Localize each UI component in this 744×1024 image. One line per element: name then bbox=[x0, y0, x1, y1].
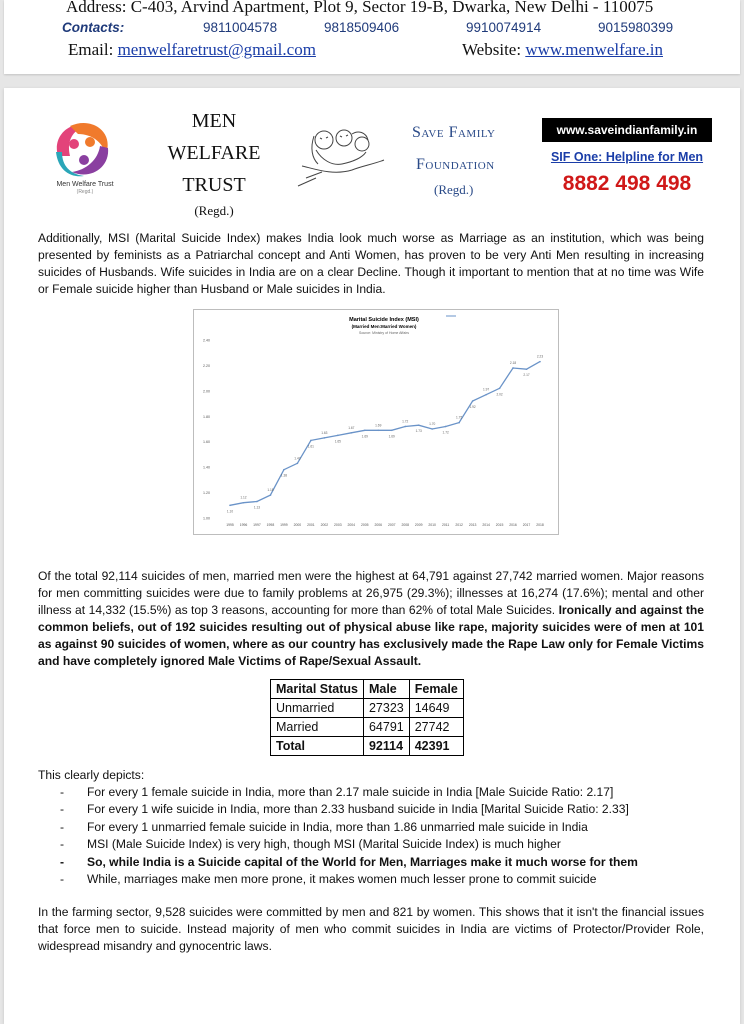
x-tick-label: 2015 bbox=[495, 523, 504, 527]
data-label: 2.18 bbox=[509, 360, 517, 365]
x-tick-label: 2000 bbox=[293, 523, 302, 527]
data-label: 2.17 bbox=[523, 373, 530, 378]
mwt-title-line: TRUST bbox=[182, 174, 246, 196]
men-welfare-trust-logo-icon bbox=[44, 116, 120, 182]
table-cell: 64791 bbox=[363, 718, 409, 737]
list-item-text: So, while India is a Suicide capital of the World for Men, Marriages make it much worse for them bbox=[87, 854, 638, 869]
data-label: 1.69 bbox=[388, 434, 395, 439]
data-point bbox=[377, 429, 379, 431]
bullet-dash: - bbox=[60, 785, 65, 799]
summary-bold-text: Ironically and against the common beliefs, out of 192 suicides resulting out of physical abuse like rape, majority suicides were of men at 101 as against 90 suicides of women, where as our country has exclusively made the Rape Law only for Female Victims and have completely ignored Male Victims of Rape/Sexual Assault. bbox=[38, 603, 704, 668]
sff-title-line: Save Family bbox=[412, 124, 496, 141]
data-label: 2.23 bbox=[536, 354, 544, 359]
data-point bbox=[283, 469, 285, 471]
findings-list bbox=[60, 784, 638, 888]
x-tick-label: 2018 bbox=[536, 523, 544, 527]
data-label: 1.10 bbox=[226, 509, 234, 514]
data-label: 1.67 bbox=[348, 425, 355, 430]
x-tick-label: 2011 bbox=[442, 523, 450, 527]
bullet-dash: - bbox=[60, 837, 65, 852]
website-block bbox=[462, 40, 663, 60]
data-label: 1.13 bbox=[253, 505, 261, 510]
data-label: 1.43 bbox=[294, 456, 301, 461]
sif-helpline-number: 8882 498 498 bbox=[562, 172, 692, 195]
x-tick-label: 1996 bbox=[239, 523, 248, 527]
email-label: Email: bbox=[68, 40, 114, 59]
sff-regd: (Regd.) bbox=[434, 182, 474, 197]
data-label: 2.02 bbox=[496, 392, 503, 397]
x-tick-label: 2004 bbox=[347, 523, 356, 527]
data-point bbox=[499, 388, 501, 390]
mwt-title-line: WELFARE bbox=[167, 142, 261, 164]
data-label: 1.65 bbox=[334, 439, 341, 444]
data-point bbox=[310, 440, 312, 442]
data-label: 1.61 bbox=[307, 444, 314, 449]
data-label: 1.97 bbox=[482, 387, 490, 392]
data-point bbox=[404, 426, 406, 428]
data-label: 1.12 bbox=[240, 495, 247, 500]
document-page bbox=[4, 88, 740, 1024]
x-tick-label: 2009 bbox=[414, 523, 423, 527]
table-row bbox=[271, 699, 464, 718]
y-tick-label: 2.20 bbox=[203, 363, 210, 368]
list-item bbox=[60, 784, 638, 801]
mwt-regd: (Regd.) bbox=[194, 203, 234, 218]
mwt-small-text: Men Welfare Trust bbox=[56, 181, 114, 188]
data-point bbox=[526, 368, 528, 370]
data-label: 1.72 bbox=[402, 419, 409, 424]
data-point bbox=[418, 424, 420, 426]
mwt-small-regd: (Regd.) bbox=[76, 189, 94, 195]
letterhead-contact-card bbox=[4, 0, 740, 74]
x-tick-label: 2014 bbox=[482, 523, 490, 527]
table-cell: Married bbox=[271, 718, 364, 737]
sif-helpline-label: SIF One: Helpline for Men bbox=[550, 150, 704, 164]
data-label: 1.75 bbox=[456, 415, 463, 420]
x-tick-label: 2012 bbox=[455, 523, 463, 527]
data-point bbox=[243, 502, 245, 504]
chart-source: Source: Ministry of Home Affairs bbox=[359, 331, 409, 335]
family-sketch-icon bbox=[292, 118, 392, 190]
list-item bbox=[60, 854, 638, 871]
data-label: 1.18 bbox=[267, 488, 274, 493]
list-item-text: For every 1 wife suicide in India, more than 2.33 husband suicide in India [Marital Suicide Ratio: 2.33] bbox=[87, 802, 629, 817]
phone-number: 9910074914 bbox=[466, 20, 542, 35]
data-label: 1.72 bbox=[442, 430, 449, 435]
website-link[interactable]: www.menwelfare.in bbox=[525, 40, 663, 59]
series-line bbox=[230, 362, 540, 506]
data-label: 1.73 bbox=[415, 429, 422, 434]
table-cell: Total bbox=[271, 737, 364, 756]
y-tick-label: 1.40 bbox=[203, 465, 210, 470]
table-total-row bbox=[271, 737, 464, 756]
phone-number: 9811004578 bbox=[203, 20, 278, 35]
data-label: 1.69 bbox=[361, 434, 368, 439]
list-item-text: For every 1 female suicide in India, more than 2.17 male suicide in India [Male Suicide Ratio: 2.17] bbox=[87, 785, 614, 799]
farming-paragraph: In the farming sector, 9,528 suicides were committed by men and 821 by women. This shows that it isn't the financial issues that force men to suicide. Instead majority of men who commit suicides in India are victims of Protector/Provider Role, widespread misandry and gynocentric laws. bbox=[38, 905, 704, 953]
list-item bbox=[60, 871, 638, 888]
x-tick-label: 2001 bbox=[307, 523, 315, 527]
sif-url-badge: www.saveindianfamily.in bbox=[542, 118, 712, 142]
table-cell: 42391 bbox=[409, 737, 463, 756]
address-line: Address: C-403, Arvind Apartment, Plot 9, Sector 19-B, Dwarka, New Delhi - 110075 bbox=[66, 0, 654, 16]
bullet-dash: - bbox=[60, 819, 65, 834]
bullet-dash: - bbox=[60, 871, 65, 886]
table-cell: 92114 bbox=[363, 737, 409, 756]
list-item-text: While, marriages make men more prone, it makes women much lesser prone to commit suicide bbox=[87, 871, 597, 886]
y-tick-label: 2.00 bbox=[203, 389, 210, 394]
x-tick-label: 2013 bbox=[468, 523, 477, 527]
contacts-label: Contacts: bbox=[62, 20, 125, 35]
y-tick-label: 1.60 bbox=[203, 440, 210, 445]
list-item-text: For every 1 unmarried female suicide in India, more than 1.86 unmarried male suicide in India bbox=[87, 819, 588, 834]
data-point bbox=[256, 501, 258, 503]
website-label: Website: bbox=[462, 40, 522, 59]
list-item bbox=[60, 801, 638, 818]
mwt-small-caption bbox=[40, 181, 130, 188]
data-point bbox=[270, 494, 272, 496]
data-label: 1.38 bbox=[280, 473, 288, 478]
table-row bbox=[271, 718, 464, 737]
data-point bbox=[472, 400, 474, 402]
chart-subtitle: (Married Men:Married Women) bbox=[351, 324, 417, 329]
table-header-cell: Male bbox=[363, 680, 409, 699]
data-label: 1.70 bbox=[429, 422, 436, 426]
email-link[interactable]: menwelfaretrust@gmail.com bbox=[117, 40, 316, 59]
data-point bbox=[337, 435, 339, 437]
data-point bbox=[297, 463, 299, 465]
x-tick-label: 1998 bbox=[266, 523, 275, 527]
email-block bbox=[68, 40, 316, 60]
list-item bbox=[60, 836, 638, 853]
y-tick-label: 1.00 bbox=[203, 516, 210, 521]
data-point bbox=[485, 394, 487, 396]
table-header-cell: Marital Status bbox=[271, 680, 364, 699]
x-tick-label: 1999 bbox=[280, 523, 288, 527]
table-cell: Unmarried bbox=[271, 699, 364, 718]
bullet-dash: - bbox=[60, 854, 65, 869]
marital-status-table bbox=[270, 679, 464, 756]
x-tick-label: 1995 bbox=[226, 523, 234, 527]
x-tick-label: 2007 bbox=[387, 523, 396, 527]
y-tick-label: 1.80 bbox=[203, 414, 210, 419]
data-point bbox=[351, 432, 353, 434]
intro-paragraph: Additionally, MSI (Marital Suicide Index) makes India look much worse as Marriage as an institution, which was being presented by feminists as a Patriarchal concept and Anti Women, has proven to be very Anti Men resulting in increasing suicides of Husbands. Wife suicides in India are on a clear Decline. Though it important to mention that at no time was Wife or Female suicide higher than Husband or Male suicides in India. bbox=[38, 231, 704, 296]
summary-text: Of the total 92,114 suicides of men, married men were the highest at 64,791 against 27,742 married women. Major reasons for men committing suicides were due to family problems at 26,975 (29.3%); illnesses at 16,274 (17.6%); mental and other illness at 14,332 (15.5%) as top 3 reasons, accounting for more than 62% of total Male Suicides. bbox=[38, 569, 704, 617]
data-point bbox=[445, 426, 447, 428]
data-label: 1.92 bbox=[469, 405, 476, 410]
x-tick-label: 2008 bbox=[401, 523, 409, 527]
data-point bbox=[512, 367, 514, 369]
data-point bbox=[458, 422, 460, 424]
x-tick-label: 2016 bbox=[509, 523, 517, 527]
x-tick-label: 2006 bbox=[374, 523, 383, 527]
data-point bbox=[431, 428, 433, 430]
msi-line-chart bbox=[193, 309, 559, 535]
x-tick-label: 2017 bbox=[522, 523, 531, 527]
y-tick-label: 1.20 bbox=[203, 491, 210, 496]
x-tick-label: 1997 bbox=[253, 523, 261, 527]
data-label: 1.69 bbox=[375, 423, 382, 428]
data-point bbox=[324, 437, 326, 439]
data-point bbox=[364, 429, 366, 431]
list-item bbox=[60, 819, 638, 836]
data-point bbox=[229, 504, 231, 506]
data-point bbox=[391, 429, 393, 431]
phone-number: 9015980399 bbox=[598, 20, 674, 35]
mwt-title-line: MEN bbox=[191, 110, 237, 132]
x-tick-label: 2010 bbox=[428, 523, 436, 527]
table-cell: 27323 bbox=[363, 699, 409, 718]
x-tick-label: 2003 bbox=[334, 523, 342, 527]
chart-canvas bbox=[194, 310, 558, 534]
depicts-heading: This clearly depicts: bbox=[38, 768, 145, 782]
table-header-cell: Female bbox=[409, 680, 463, 699]
chart-title: Marital Suicide Index (MSI) bbox=[349, 317, 419, 323]
summary-paragraph bbox=[38, 568, 704, 670]
table-header-row bbox=[271, 680, 464, 699]
y-tick-label: 2.40 bbox=[203, 338, 210, 343]
phone-number: 9818509406 bbox=[324, 20, 400, 35]
mwt-title-block bbox=[144, 105, 284, 221]
list-item-text: MSI (Male Suicide Index) is very high, though MSI (Marital Suicide Index) is much higher bbox=[87, 837, 561, 852]
bullet-dash: - bbox=[60, 802, 65, 817]
table-cell: 27742 bbox=[409, 718, 463, 737]
data-label: 1.63 bbox=[321, 430, 328, 435]
x-tick-label: 2005 bbox=[361, 523, 369, 527]
sff-title-line: Foundation bbox=[416, 156, 495, 173]
table-cell: 14649 bbox=[409, 699, 463, 718]
x-tick-label: 2002 bbox=[320, 523, 329, 527]
data-point bbox=[539, 361, 541, 363]
